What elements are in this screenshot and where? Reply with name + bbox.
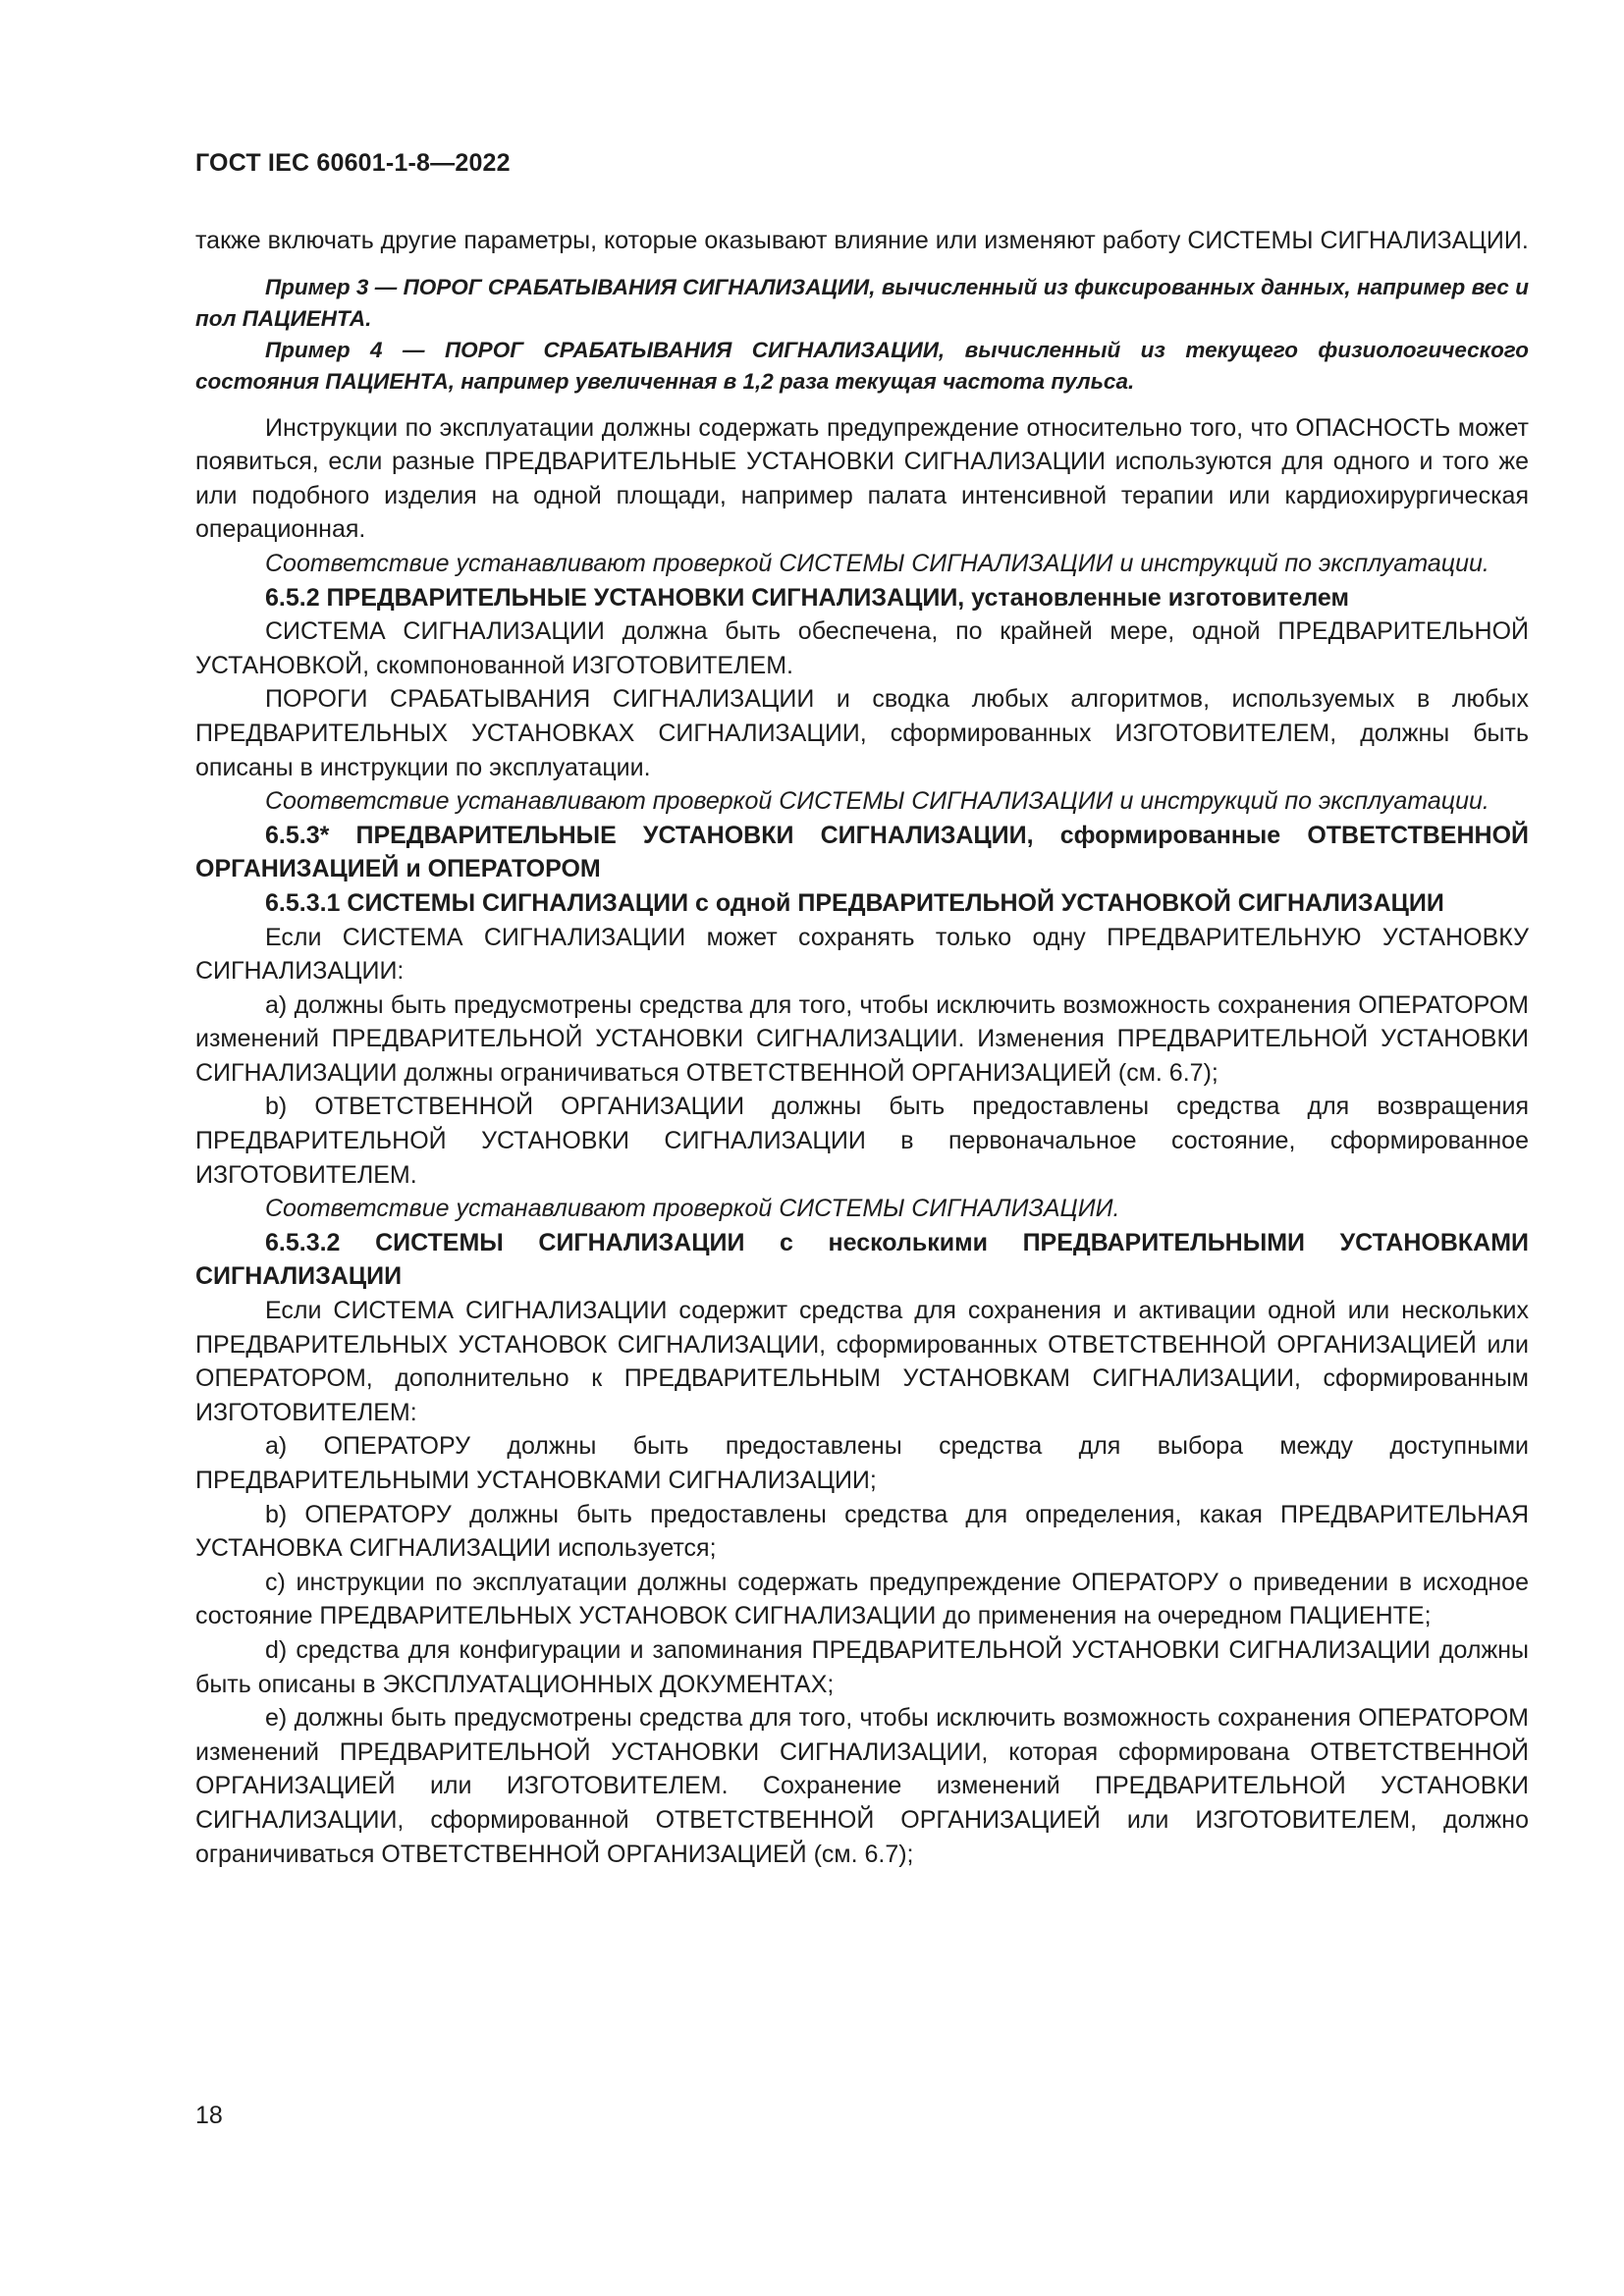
page-header-standard-id: ГОСТ IEC 60601-1-8—2022 — [195, 149, 511, 177]
note-example-4: Пример 4 — ПОРОГ СРАБАТЫВАНИЯ СИГНАЛИЗАЦИИ, вычисленный из текущего физиологического состояния ПАЦИЕНТА, например увеличенная в 1,2 раза текущая частота пульса. — [195, 337, 1529, 394]
note-example-3: Пример 3 — ПОРОГ СРАБАТЫВАНИЯ СИГНАЛИЗАЦИИ, вычисленный из фиксированных данных, например вес и пол ПАЦИЕНТА. — [195, 274, 1529, 331]
document-body — [195, 224, 1529, 1871]
page-number: 18 — [195, 2102, 223, 2129]
paragraph-continuation: также включать другие параметры, которые оказывают влияние или изменяют работу СИСТЕМЫ СИГНАЛИЗАЦИИ. — [195, 227, 1529, 254]
list-item-c: c) инструкции по эксплуатации должны содержать предупреждение ОПЕРАТОРУ о приведении в исходное состояние ПРЕДВАРИТЕЛЬНЫХ УСТАНОВОК СИГНАЛИЗАЦИИ до применения на очередном ПАЦИЕНТЕ; — [195, 1568, 1529, 1630]
paragraph-single-preset: Если СИСТЕМА СИГНАЛИЗАЦИИ может сохранять только одну ПРЕДВАРИТЕЛЬНУЮ УСТАНОВКУ СИГНАЛИЗАЦИИ: — [195, 923, 1529, 986]
paragraph-alarm-limits: ПОРОГИ СРАБАТЫВАНИЯ СИГНАЛИЗАЦИИ и сводка любых алгоритмов, используемых в любых ПРЕДВАРИТЕЛЬНЫХ УСТАНОВКАХ СИГНАЛИЗАЦИИ, сформированных ИЗГОТОВИТЕЛЕМ, должны быть описаны в инструкции по эксплуатации. — [195, 685, 1529, 781]
list-item-b: b) ОТВЕТСТВЕННОЙ ОРГАНИЗАЦИИ должны быть предоставлены средства для возвращения ПРЕДВАРИТЕЛЬНОЙ УСТАНОВКИ СИГНАЛИЗАЦИИ в первоначальное состояние, сформированное ИЗГОТОВИТЕЛЕМ. — [195, 1093, 1529, 1189]
list-item-e: e) должны быть предусмотрены средства для того, чтобы исключить возможность сохранения ОПЕРАТОРОМ изменений ПРЕДВАРИТЕЛЬНОЙ УСТАНОВКИ СИГНАЛИЗАЦИИ, которая сформирована ОТВЕТСТВЕННОЙ ОРГАНИЗАЦИЕЙ или ИЗГОТОВИТЕЛЕМ. Сохранение изменений ПРЕДВАРИТЕЛЬНОЙ УСТАНОВКИ СИГНАЛИЗАЦИИ, сформированной ОТВЕТСТВЕННОЙ ОРГАНИЗАЦИЕЙ или ИЗГОТОВИТЕЛЕМ, должно ограничиваться ОТВЕТСТВЕННОЙ ОРГАНИЗАЦИЕЙ (см. 6.7); — [195, 1704, 1529, 1868]
compliance-statement: Соответствие устанавливают проверкой СИСТЕМЫ СИГНАЛИЗАЦИИ. — [265, 1195, 1120, 1223]
list-item-a: a) должны быть предусмотрены средства для того, чтобы исключить возможность сохранения ОПЕРАТОРОМ изменений ПРЕДВАРИТЕЛЬНОЙ УСТАНОВКИ СИГНАЛИЗАЦИИ. Изменения ПРЕДВАРИТЕЛЬНОЙ УСТАНОВКИ СИГНАЛИЗАЦИИ должны ограничиваться ОТВЕТСТВЕННОЙ ОРГАНИЗАЦИЕЙ (см. 6.7); — [195, 990, 1529, 1087]
section-heading-6-5-3-2: 6.5.3.2 СИСТЕМЫ СИГНАЛИЗАЦИИ с несколькими ПРЕДВАРИТЕЛЬНЫМИ УСТАНОВКАМИ СИГНАЛИЗАЦИИ — [195, 1228, 1529, 1291]
section-heading-6-5-3-1: 6.5.3.1 СИСТЕМЫ СИГНАЛИЗАЦИИ с одной ПРЕДВАРИТЕЛЬНОЙ УСТАНОВКОЙ СИГНАЛИЗАЦИИ — [265, 888, 1444, 917]
list-item-d: d) средства для конфигурации и запоминания ПРЕДВАРИТЕЛЬНОЙ УСТАНОВКИ СИГНАЛИЗАЦИИ должны быть описаны в ЭКСПЛУАТАЦИОННЫХ ДОКУМЕНТАХ; — [195, 1635, 1529, 1698]
compliance-statement: Соответствие устанавливают проверкой СИСТЕМЫ СИГНАЛИЗАЦИИ и инструкций по эксплуатации. — [265, 787, 1489, 816]
compliance-statement: Соответствие устанавливают проверкой СИСТЕМЫ СИГНАЛИЗАЦИИ и инструкций по эксплуатации. — [265, 549, 1489, 577]
paragraph-manufacturer-preset: СИСТЕМА СИГНАЛИЗАЦИИ должна быть обеспечена, по крайней мере, одной ПРЕДВАРИТЕЛЬНОЙ УСТАНОВКОЙ, скомпонованной ИЗГОТОВИТЕЛЕМ. — [195, 617, 1529, 679]
section-heading-6-5-3: 6.5.3* ПРЕДВАРИТЕЛЬНЫЕ УСТАНОВКИ СИГНАЛИЗАЦИИ, сформированные ОТВЕТСТВЕННОЙ ОРГАНИЗАЦИЕЙ и ОПЕРАТОРОМ — [195, 821, 1529, 883]
paragraph-multiple-presets: Если СИСТЕМА СИГНАЛИЗАЦИИ содержит средства для сохранения и активации одной или нескольких ПРЕДВАРИТЕЛЬНЫХ УСТАНОВОК СИГНАЛИЗАЦИИ, сформированных ОТВЕТСТВЕННОЙ ОРГАНИЗАЦИЕЙ или ОПЕРАТОРОМ, дополнительно к ПРЕДВАРИТЕЛЬНЫМ УСТАНОВКАМ СИГНАЛИЗАЦИИ, сформированным ИЗГОТОВИТЕЛЕМ: — [195, 1297, 1529, 1426]
section-heading-6-5-2: 6.5.2 ПРЕДВАРИТЕЛЬНЫЕ УСТАНОВКИ СИГНАЛИЗАЦИИ, установленные изготовителем — [265, 583, 1349, 612]
list-item-b: b) ОПЕРАТОРУ должны быть предоставлены средства для определения, какая ПРЕДВАРИТЕЛЬНАЯ УСТАНОВКА СИГНАЛИЗАЦИИ используется; — [195, 1500, 1529, 1563]
list-item-a: a) ОПЕРАТОРУ должны быть предоставлены средства для выбора между доступными ПРЕДВАРИТЕЛЬНЫМИ УСТАНОВКАМИ СИГНАЛИЗАЦИИ; — [195, 1432, 1529, 1494]
paragraph-warning-requirement: Инструкции по эксплуатации должны содержать предупреждение относительно того, что ОПАСНОСТЬ может появиться, если разные ПРЕДВАРИТЕЛЬНЫЕ УСТАНОВКИ СИГНАЛИЗАЦИИ используются для одного и того же или подобного изделия на одной площади, например палата интенсивной терапии или кардиохирургическая операционная. — [195, 413, 1529, 544]
